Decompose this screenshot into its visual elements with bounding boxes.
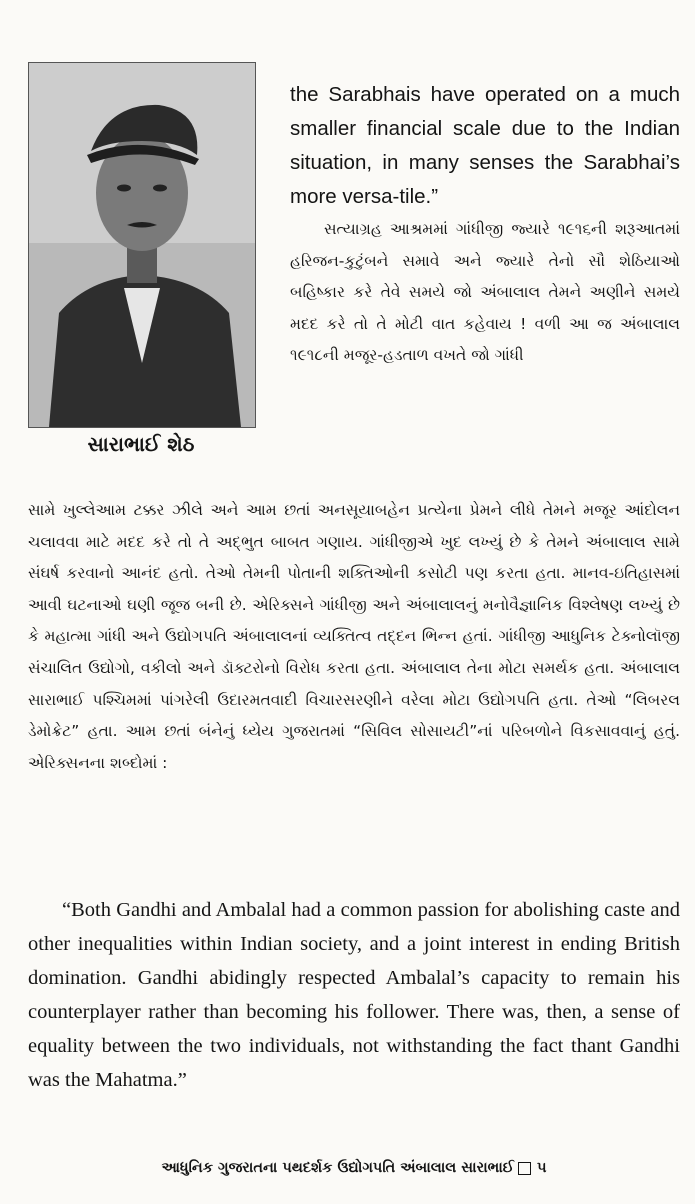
footer-title: આધુનિક ગુજરાતના પથદર્શક ઉદ્યોગપતિ અંબાલાલ સારાભાઈ: [161, 1160, 514, 1176]
quote-paragraph: “Both Gandhi and Ambalal had a common passion for abolishing caste and other inequalities within Indian society, and a joint interest in ending British domination. Gandhi abidingly respected Ambalal’s capacity to remain his counterplayer rather than becoming his follower. There was, then, a sense of equality between the two individuals, not withstanding the fact thant Gandhi was the Mahatma.”: [28, 899, 680, 1091]
english-intro-paragraph: the Sarabhais have operated on a much smaller financial scale due to the Indian situation, in many senses the Sarabhai’s more versa-tile.”: [290, 83, 680, 208]
right-column-text: [290, 78, 680, 372]
page-number: ૫: [536, 1160, 547, 1176]
gujarati-body-text: [28, 495, 680, 779]
square-icon: [518, 1162, 531, 1175]
gujarati-full-paragraph: સામે ખુલ્લેઆમ ટક્કર ઝીલે અને આમ છતાં અનસૂયાબહેન પ્રત્યેના પ્રેમને લીધે તેમને મજૂર આંદોલન ચલાવવા માટે મદદ કરે તો તે અદ્ભુત બાબત ગણાય. ગાંધીજીએ ખુદ લખ્યું છે કે તેમને અંબાલાલ સામે સંઘર્ષ કરવાનો આનંદ હતો. તેઓ તેમની પોતાની શક્તિઓની કસોટી પણ કરતા હતા. માનવ-ઇતિહાસમાં આવી ઘટનાઓ ઘણી જૂજ બની છે. એરિક્સને ગાંધીજી અને અંબાલાલનું મનોવૈજ્ઞાનિક વિશ્લેષણ લખ્યું છે કે મહાત્મા ગાંધી અને ઉદ્યોગપતિ અંબાલાલનાં વ્યક્તિત્વ તદ્દન ભિન્ન હતાં. ગાંધીજી આધુનિક ટેક્નોલૉજી સંચાલિત ઉદ્યોગો, વકીલો અને ડૉક્ટરોનો વિરોધ કરતા હતા. અંબાલાલ તેના મોટા સમર્થક હતા. અંબાલાલ સારાભાઈ પશ્ચિમમાં પાંગરેલી ઉદારમતવાદી વિચારસરણીને વરેલા મોટા ઉદ્યોગપતિ હતા. તેઓ “લિબરલ ડેમોક્રેટ” હતા. આમ છતાં બંનેનું ધ્યેય ગુજરાતમાં “સિવિલ સોસાયટી”નાં પરિબળોને વિકસાવવાનું હતું. એરિક્સનના શબ્દોમાં :: [28, 501, 680, 772]
portrait-photo: [28, 62, 256, 428]
gujarati-wrap-paragraph: સત્યાગ્રહ આશ્રમમાં ગાંધીજી જ્યારે ૧૯૧૬ની શરૂઆતમાં હરિજન-કુટુંબને સમાવે અને જ્યારે તેનો સૌ શેઠિયાઓ બહિષ્કાર કરે તેવે સમયે જો અંબાલાલ તેમને અણીને સમયે મદદ કરે તો તે મોટી વાત કહેવાય ! વળી આ જ અંબાલાલ ૧૯૧૮ની મજૂર-હડતાળ વખતે જો ગાંધી: [290, 220, 680, 365]
photo-caption: સારાભાઈ શેઠ: [87, 432, 195, 456]
english-quote: [28, 893, 680, 1097]
page-footer: [28, 1160, 680, 1176]
